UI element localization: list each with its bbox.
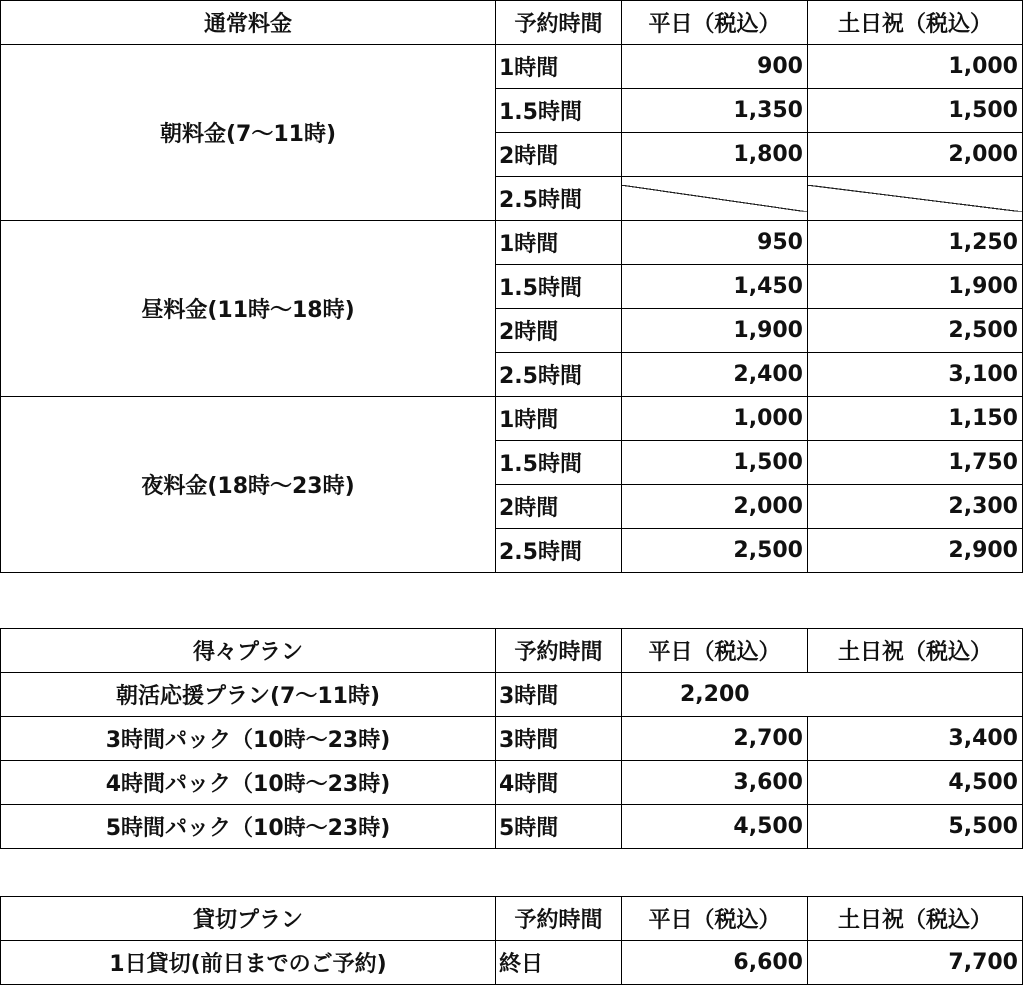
time-cell: 4時間 xyxy=(496,761,622,805)
deals-title: 得々プラン xyxy=(1,629,496,673)
time-cell: 1.5時間 xyxy=(496,265,622,309)
holiday-price: 1,250 xyxy=(808,221,1023,265)
weekday-price: 1,900 xyxy=(622,309,808,353)
weekday-price: 1,800 xyxy=(622,133,808,177)
time-cell: 1.5時間 xyxy=(496,89,622,133)
time-cell: 2.5時間 xyxy=(496,353,622,397)
weekday-price: 1,000 xyxy=(622,397,808,441)
holiday-price: 1,500 xyxy=(808,89,1023,133)
plan-label: 3時間パック（10時〜23時) xyxy=(1,717,496,761)
weekday-price: 4,500 xyxy=(622,805,808,849)
table-row xyxy=(1,221,1023,265)
weekday-price: 2,700 xyxy=(622,717,808,761)
daytime-label: 昼料金(11時〜18時) xyxy=(1,221,496,397)
holiday-header: 土日祝（税込） xyxy=(808,629,1023,673)
unavailable-cell xyxy=(808,177,1023,221)
charter-title: 貸切プラン xyxy=(1,897,496,941)
holiday-price: 1,750 xyxy=(808,441,1023,485)
holiday-price: 2,500 xyxy=(808,309,1023,353)
holiday-price: 2,000 xyxy=(808,133,1023,177)
holiday-price: 2,300 xyxy=(808,485,1023,529)
plan-label: 5時間パック（10時〜23時) xyxy=(1,805,496,849)
time-cell: 2時間 xyxy=(496,309,622,353)
unavailable-cell xyxy=(622,177,808,221)
time-cell: 2時間 xyxy=(496,133,622,177)
holiday-price: 1,900 xyxy=(808,265,1023,309)
weekday-header: 平日（税込） xyxy=(622,629,808,673)
weekday-price: 900 xyxy=(622,45,808,89)
weekday-price: 2,000 xyxy=(622,485,808,529)
table-header-row xyxy=(1,1,1023,45)
time-cell: 3時間 xyxy=(496,717,622,761)
weekday-price: 1,500 xyxy=(622,441,808,485)
table-row xyxy=(1,45,1023,89)
weekday-price: 6,600 xyxy=(622,941,808,985)
table-row xyxy=(1,673,1023,717)
holiday-price: 4,500 xyxy=(808,761,1023,805)
time-cell: 1.5時間 xyxy=(496,441,622,485)
morning-label: 朝料金(7〜11時) xyxy=(1,45,496,221)
reserve-time-header: 予約時間 xyxy=(496,629,622,673)
holiday-price: 5,500 xyxy=(808,805,1023,849)
weekday-price: 3,600 xyxy=(622,761,808,805)
regular-title: 通常料金 xyxy=(1,1,496,45)
weekday-header: 平日（税込） xyxy=(622,1,808,45)
time-cell: 1時間 xyxy=(496,221,622,265)
reserve-time-header: 予約時間 xyxy=(496,1,622,45)
holiday-price xyxy=(808,673,1023,717)
table-row xyxy=(1,805,1023,849)
table-header-row xyxy=(1,897,1023,941)
weekday-price: 2,400 xyxy=(622,353,808,397)
holiday-header: 土日祝（税込） xyxy=(808,1,1023,45)
time-cell: 終日 xyxy=(496,941,622,985)
plan-label: 朝活応援プラン(7〜11時) xyxy=(1,673,496,717)
table-header-row xyxy=(1,629,1023,673)
plan-label: 1日貸切(前日までのご予約) xyxy=(1,941,496,985)
weekday-price: 1,450 xyxy=(622,265,808,309)
time-cell: 2時間 xyxy=(496,485,622,529)
night-label: 夜料金(18時〜23時) xyxy=(1,397,496,573)
weekday-price: 1,350 xyxy=(622,89,808,133)
time-cell: 3時間 xyxy=(496,673,622,717)
table-row xyxy=(1,761,1023,805)
charter-plan-table xyxy=(0,896,1023,985)
table-row xyxy=(1,397,1023,441)
table-row xyxy=(1,717,1023,761)
weekday-price: 2,200 xyxy=(622,673,808,717)
table-row xyxy=(1,941,1023,985)
weekday-price: 2,500 xyxy=(622,529,808,573)
time-cell: 2.5時間 xyxy=(496,529,622,573)
holiday-header: 土日祝（税込） xyxy=(808,897,1023,941)
deal-plan-table xyxy=(0,628,1023,849)
holiday-price: 1,000 xyxy=(808,45,1023,89)
reserve-time-header: 予約時間 xyxy=(496,897,622,941)
weekday-price: 950 xyxy=(622,221,808,265)
plan-label: 4時間パック（10時〜23時) xyxy=(1,761,496,805)
holiday-price: 3,100 xyxy=(808,353,1023,397)
holiday-price: 3,400 xyxy=(808,717,1023,761)
weekday-header: 平日（税込） xyxy=(622,897,808,941)
holiday-price: 2,900 xyxy=(808,529,1023,573)
time-cell: 5時間 xyxy=(496,805,622,849)
holiday-price: 7,700 xyxy=(808,941,1023,985)
time-cell: 1時間 xyxy=(496,45,622,89)
holiday-price: 1,150 xyxy=(808,397,1023,441)
time-cell: 2.5時間 xyxy=(496,177,622,221)
time-cell: 1時間 xyxy=(496,397,622,441)
